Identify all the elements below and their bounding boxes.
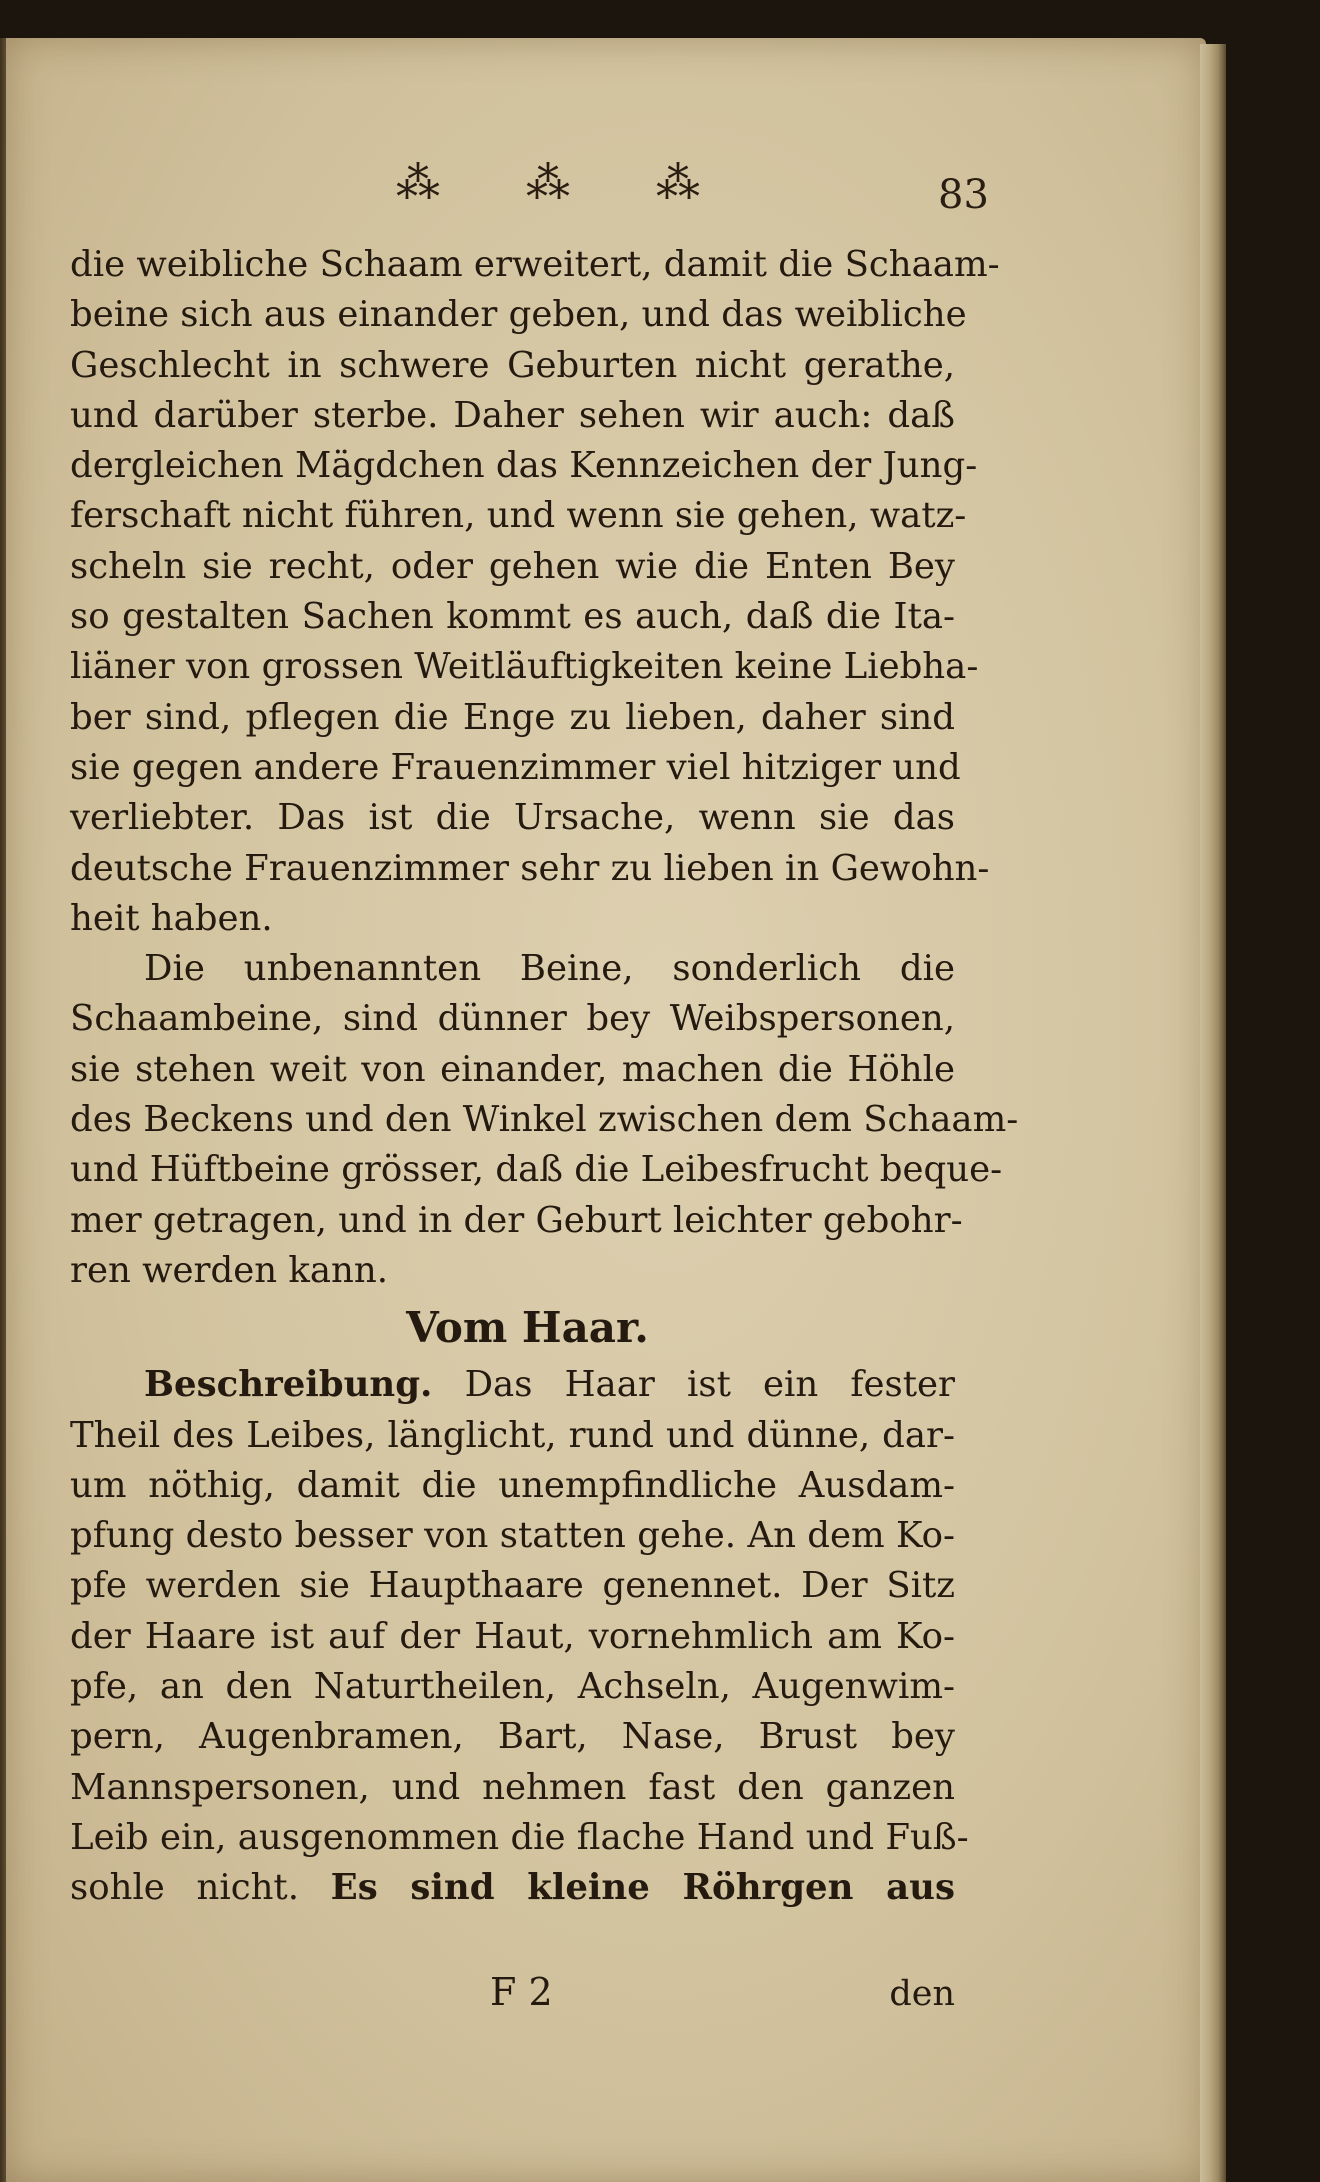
- text-line: deutsche Frauenzimmer sehr zu lieben in Gewohn-: [70, 847, 990, 889]
- text-line: um nöthig, damit die unempfindliche Ausdam-: [70, 1464, 955, 1506]
- text-line: der Haare ist auf der Haut, vornehmlich am Ko-: [70, 1615, 955, 1657]
- text-line: mer getragen, und in der Geburt leichter gebohr-: [70, 1199, 963, 1241]
- section-heading: Vom Haar.: [406, 1303, 649, 1353]
- text-line: Leib ein, ausgenommen die flache Hand und Fuß-: [70, 1816, 969, 1858]
- emphasized-text: Es sind kleine Röhrgen aus: [330, 1867, 955, 1909]
- signature-mark: F 2: [490, 1970, 553, 2014]
- run-in-heading: Beschreibung.: [144, 1364, 433, 1406]
- text-line: pfe werden sie Haupthaare genennet. Der Sitz: [70, 1565, 955, 1607]
- text-line: pern, Augenbramen, Bart, Nase, Brust bey: [70, 1716, 955, 1758]
- catchword: den: [889, 1974, 955, 2014]
- text-line: des Beckens und den Winkel zwischen dem Schaam-: [70, 1099, 1019, 1141]
- text-line: Mannspersonen, und nehmen fast den ganzen: [70, 1766, 955, 1808]
- text-line: beine sich aus einander geben, und das weibliche: [70, 294, 967, 336]
- text-line: pfe, an den Naturtheilen, Achseln, Augenwim-: [70, 1666, 955, 1708]
- body-text: [70, 240, 1019, 1914]
- text-line: Schaambeine, sind dünner bey Weibspersonen,: [70, 998, 955, 1040]
- text-line: ferschaft nicht führen, und wenn sie gehen, watz-: [70, 495, 967, 537]
- text-line: [70, 1863, 955, 1913]
- text-line: liäner von grossen Weitläuftigkeiten keine Liebha-: [70, 646, 979, 688]
- text-line: die weibliche Schaam erweitert, damit die Schaam-: [70, 244, 1000, 285]
- text-line: pfung desto besser von statten gehe. An dem Ko-: [70, 1515, 955, 1557]
- text-line: dergleichen Mägdchen das Kennzeichen der Jung-: [70, 445, 978, 487]
- text-line: ber sind, pflegen die Enge zu lieben, daher sind: [70, 696, 955, 738]
- text-line: scheln sie recht, oder gehen wie die Enten Bey: [70, 545, 955, 587]
- text-line: und darüber sterbe. Daher sehen wir auch: daß: [70, 394, 955, 436]
- text-run: sohle nicht.: [70, 1867, 299, 1909]
- text-line: Die unbenannten Beine, sonderlich die: [144, 948, 955, 990]
- text-run: Das Haar ist ein fester: [464, 1364, 955, 1406]
- text-line: Theil des Leibes, länglicht, rund und dünne, dar-: [70, 1414, 955, 1456]
- running-header: [60, 158, 1060, 228]
- ornament-asterisms: ⁂ ⁂ ⁂: [396, 158, 736, 209]
- text-line: verliebter. Das ist die Ursache, wenn sie das: [70, 797, 955, 839]
- text-line: Geschlecht in schwere Geburten nicht gerathe,: [70, 344, 955, 386]
- text-line: sie stehen weit von einander, machen die Höhle: [70, 1048, 955, 1090]
- text-line: und Hüftbeine grösser, daß die Leibesfrucht beque-: [70, 1149, 1003, 1191]
- page-number: 83: [938, 172, 989, 218]
- text-line: ren werden kann.: [70, 1249, 389, 1291]
- page-footer: [70, 1970, 955, 2030]
- text-line: [70, 1360, 955, 1410]
- text-line: heit haben.: [70, 897, 273, 939]
- text-line: so gestalten Sachen kommt es auch, daß die Ita-: [70, 596, 955, 638]
- page-edge: [1200, 44, 1226, 2182]
- text-line: sie gegen andere Frauenzimmer viel hitziger und: [70, 746, 961, 788]
